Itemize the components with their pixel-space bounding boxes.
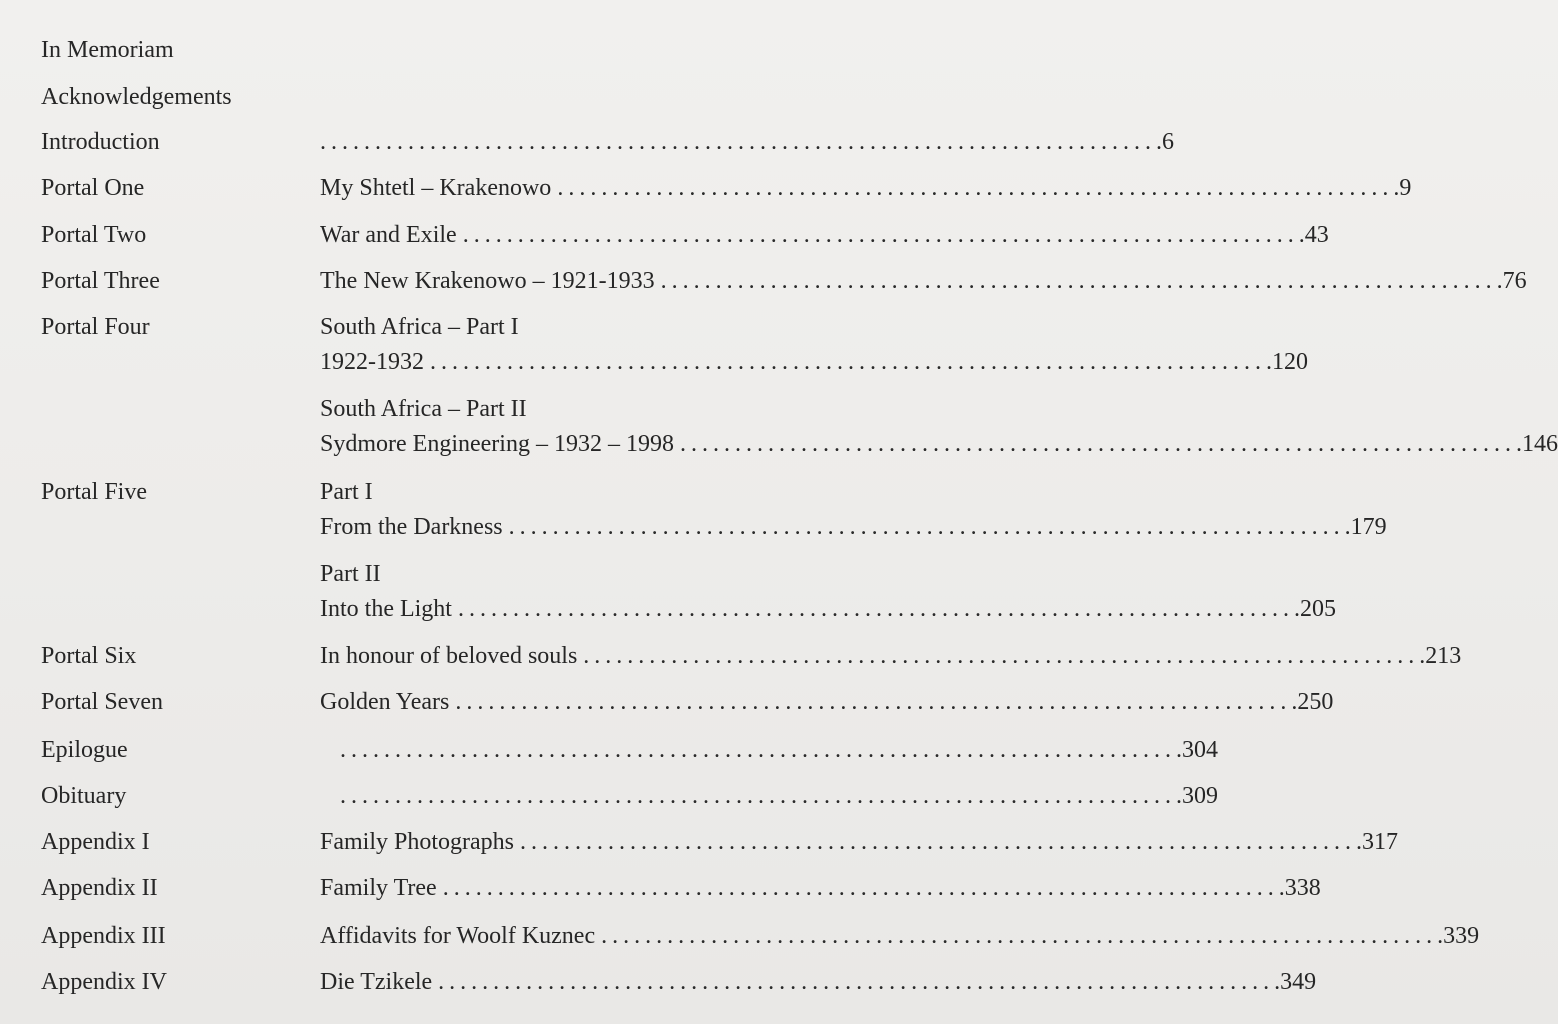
page-number: .309 bbox=[1176, 783, 1218, 809]
toc-label: Portal Four bbox=[41, 314, 150, 340]
page-number: .76 bbox=[1496, 268, 1527, 294]
toc-row-portal-six bbox=[0, 636, 1462, 676]
toc-row-appendix-3 bbox=[0, 916, 1480, 956]
toc-entry bbox=[320, 636, 1462, 676]
toc-entry bbox=[320, 168, 1412, 208]
toc-row-obituary bbox=[0, 776, 1218, 816]
page-number: .317 bbox=[1356, 829, 1399, 855]
toc-entry bbox=[340, 730, 1218, 770]
toc-label: Portal Seven bbox=[41, 689, 163, 715]
dot-leader: ............................................................................ bbox=[557, 175, 1394, 201]
toc-label: Portal One bbox=[41, 175, 145, 201]
dot-leader: ............................................................................ bbox=[520, 829, 1357, 855]
toc-label: Appendix I bbox=[41, 829, 150, 855]
toc-entry bbox=[320, 122, 1174, 162]
toc-row-portal-five bbox=[0, 472, 920, 512]
page-number: .146 bbox=[1515, 431, 1558, 457]
toc-label: Obituary bbox=[41, 783, 127, 809]
toc-row-portal-four-part2-heading bbox=[0, 389, 920, 429]
toc-row-portal-one bbox=[0, 168, 1412, 208]
page-number: .205 bbox=[1293, 596, 1336, 622]
toc-row-portal-two bbox=[0, 215, 1329, 255]
toc-label: Portal Five bbox=[41, 479, 147, 505]
toc-label: Epilogue bbox=[41, 737, 128, 763]
toc-row-portal-three bbox=[0, 261, 1527, 301]
chapter-title: Family Tree bbox=[320, 875, 437, 901]
toc-entry bbox=[320, 424, 1558, 464]
toc-row-appendix-2 bbox=[0, 868, 1321, 908]
toc-row-appendix-1 bbox=[0, 822, 1399, 862]
toc-entry bbox=[320, 822, 1399, 862]
dot-leader: ............................................................................ bbox=[442, 875, 1279, 901]
page-number: .339 bbox=[1437, 923, 1480, 949]
chapter-title: My Shtetl – Krakenowo bbox=[320, 175, 552, 201]
toc-row-portal-seven bbox=[0, 682, 1334, 722]
dot-leader: ............................................................................ bbox=[462, 222, 1299, 248]
dot-leader: ............................................................................ bbox=[340, 737, 1176, 763]
dot-leader: ............................................................................ bbox=[430, 349, 1266, 375]
page-number: .338 bbox=[1278, 875, 1321, 901]
toc-label: Appendix II bbox=[41, 875, 158, 901]
toc-row-portal-four bbox=[0, 307, 920, 347]
toc-row-acknowledgements bbox=[0, 77, 920, 117]
chapter-title: The New Krakenowo – 1921-1933 bbox=[320, 268, 655, 294]
toc-entry bbox=[320, 507, 1387, 547]
toc-entry bbox=[320, 342, 1308, 382]
toc-row-portal-five-part2-heading bbox=[0, 554, 920, 594]
dot-leader: ............................................................................ bbox=[660, 268, 1497, 294]
chapter-title: 1922-1932 bbox=[320, 349, 424, 375]
dot-leader: ............................................................................ bbox=[438, 969, 1275, 995]
toc-row-portal-five-part2 bbox=[0, 589, 1336, 629]
page-number: .213 bbox=[1419, 643, 1462, 669]
dot-leader: ............................................................................ bbox=[320, 129, 1156, 155]
chapter-title: Family Photographs bbox=[320, 829, 515, 855]
toc-row-portal-five-part1 bbox=[0, 507, 1387, 547]
part-heading: Part II bbox=[320, 561, 381, 587]
page-number: .6 bbox=[1156, 129, 1174, 155]
chapter-title: From the Darkness bbox=[320, 514, 503, 540]
toc-row-introduction bbox=[0, 122, 1174, 162]
toc-row-in-memoriam bbox=[0, 30, 920, 70]
toc-entry bbox=[320, 589, 1336, 629]
toc-entry bbox=[320, 868, 1321, 908]
toc-label: Portal Three bbox=[41, 268, 160, 294]
toc-label: In Memoriam bbox=[41, 37, 174, 63]
page-number: .179 bbox=[1344, 514, 1387, 540]
toc-label: Portal Two bbox=[41, 222, 147, 248]
toc-label: Appendix III bbox=[41, 923, 166, 949]
chapter-title: Into the Light bbox=[320, 596, 452, 622]
toc-row-appendix-4 bbox=[0, 962, 1317, 1002]
dot-leader: ............................................................................ bbox=[508, 514, 1345, 540]
chapter-title: Affidavits for Woolf Kuznec bbox=[320, 923, 596, 949]
toc-row-portal-four-part2 bbox=[0, 424, 1558, 464]
toc-label: Appendix IV bbox=[41, 969, 167, 995]
toc-entry bbox=[340, 776, 1218, 816]
dot-leader: ............................................................................ bbox=[601, 923, 1438, 949]
toc-entry bbox=[320, 962, 1317, 1002]
chapter-title: Sydmore Engineering – 1932 – 1998 bbox=[320, 431, 674, 457]
dot-leader: ............................................................................ bbox=[340, 783, 1176, 809]
dot-leader: ............................................................................ bbox=[583, 643, 1420, 669]
part-heading: South Africa – Part II bbox=[320, 396, 527, 422]
dot-leader: ............................................................................ bbox=[679, 431, 1516, 457]
toc-label: Acknowledgements bbox=[41, 84, 232, 110]
toc-entry bbox=[320, 682, 1334, 722]
page-number: .9 bbox=[1393, 175, 1412, 201]
toc-entry bbox=[320, 916, 1480, 956]
part-heading: South Africa – Part I bbox=[320, 314, 519, 340]
toc-entry bbox=[320, 261, 1527, 301]
part-heading: Part I bbox=[320, 479, 373, 505]
page-number: .349 bbox=[1274, 969, 1317, 995]
toc-label: Portal Six bbox=[41, 643, 137, 669]
dot-leader: ............................................................................ bbox=[455, 689, 1292, 715]
page-number: .304 bbox=[1176, 737, 1218, 763]
toc-row-epilogue bbox=[0, 730, 1218, 770]
chapter-title: Die Tzikele bbox=[320, 969, 433, 995]
page-number: .250 bbox=[1291, 689, 1334, 715]
page-number: .43 bbox=[1298, 222, 1329, 248]
chapter-title: Golden Years bbox=[320, 689, 450, 715]
toc-entry bbox=[320, 215, 1329, 255]
toc-row-portal-four-part1 bbox=[0, 342, 1308, 382]
chapter-title: In honour of beloved souls bbox=[320, 643, 578, 669]
page-number: .120 bbox=[1266, 349, 1308, 375]
chapter-title: War and Exile bbox=[320, 222, 457, 248]
dot-leader: ............................................................................ bbox=[457, 596, 1294, 622]
toc-label: Introduction bbox=[41, 129, 160, 155]
